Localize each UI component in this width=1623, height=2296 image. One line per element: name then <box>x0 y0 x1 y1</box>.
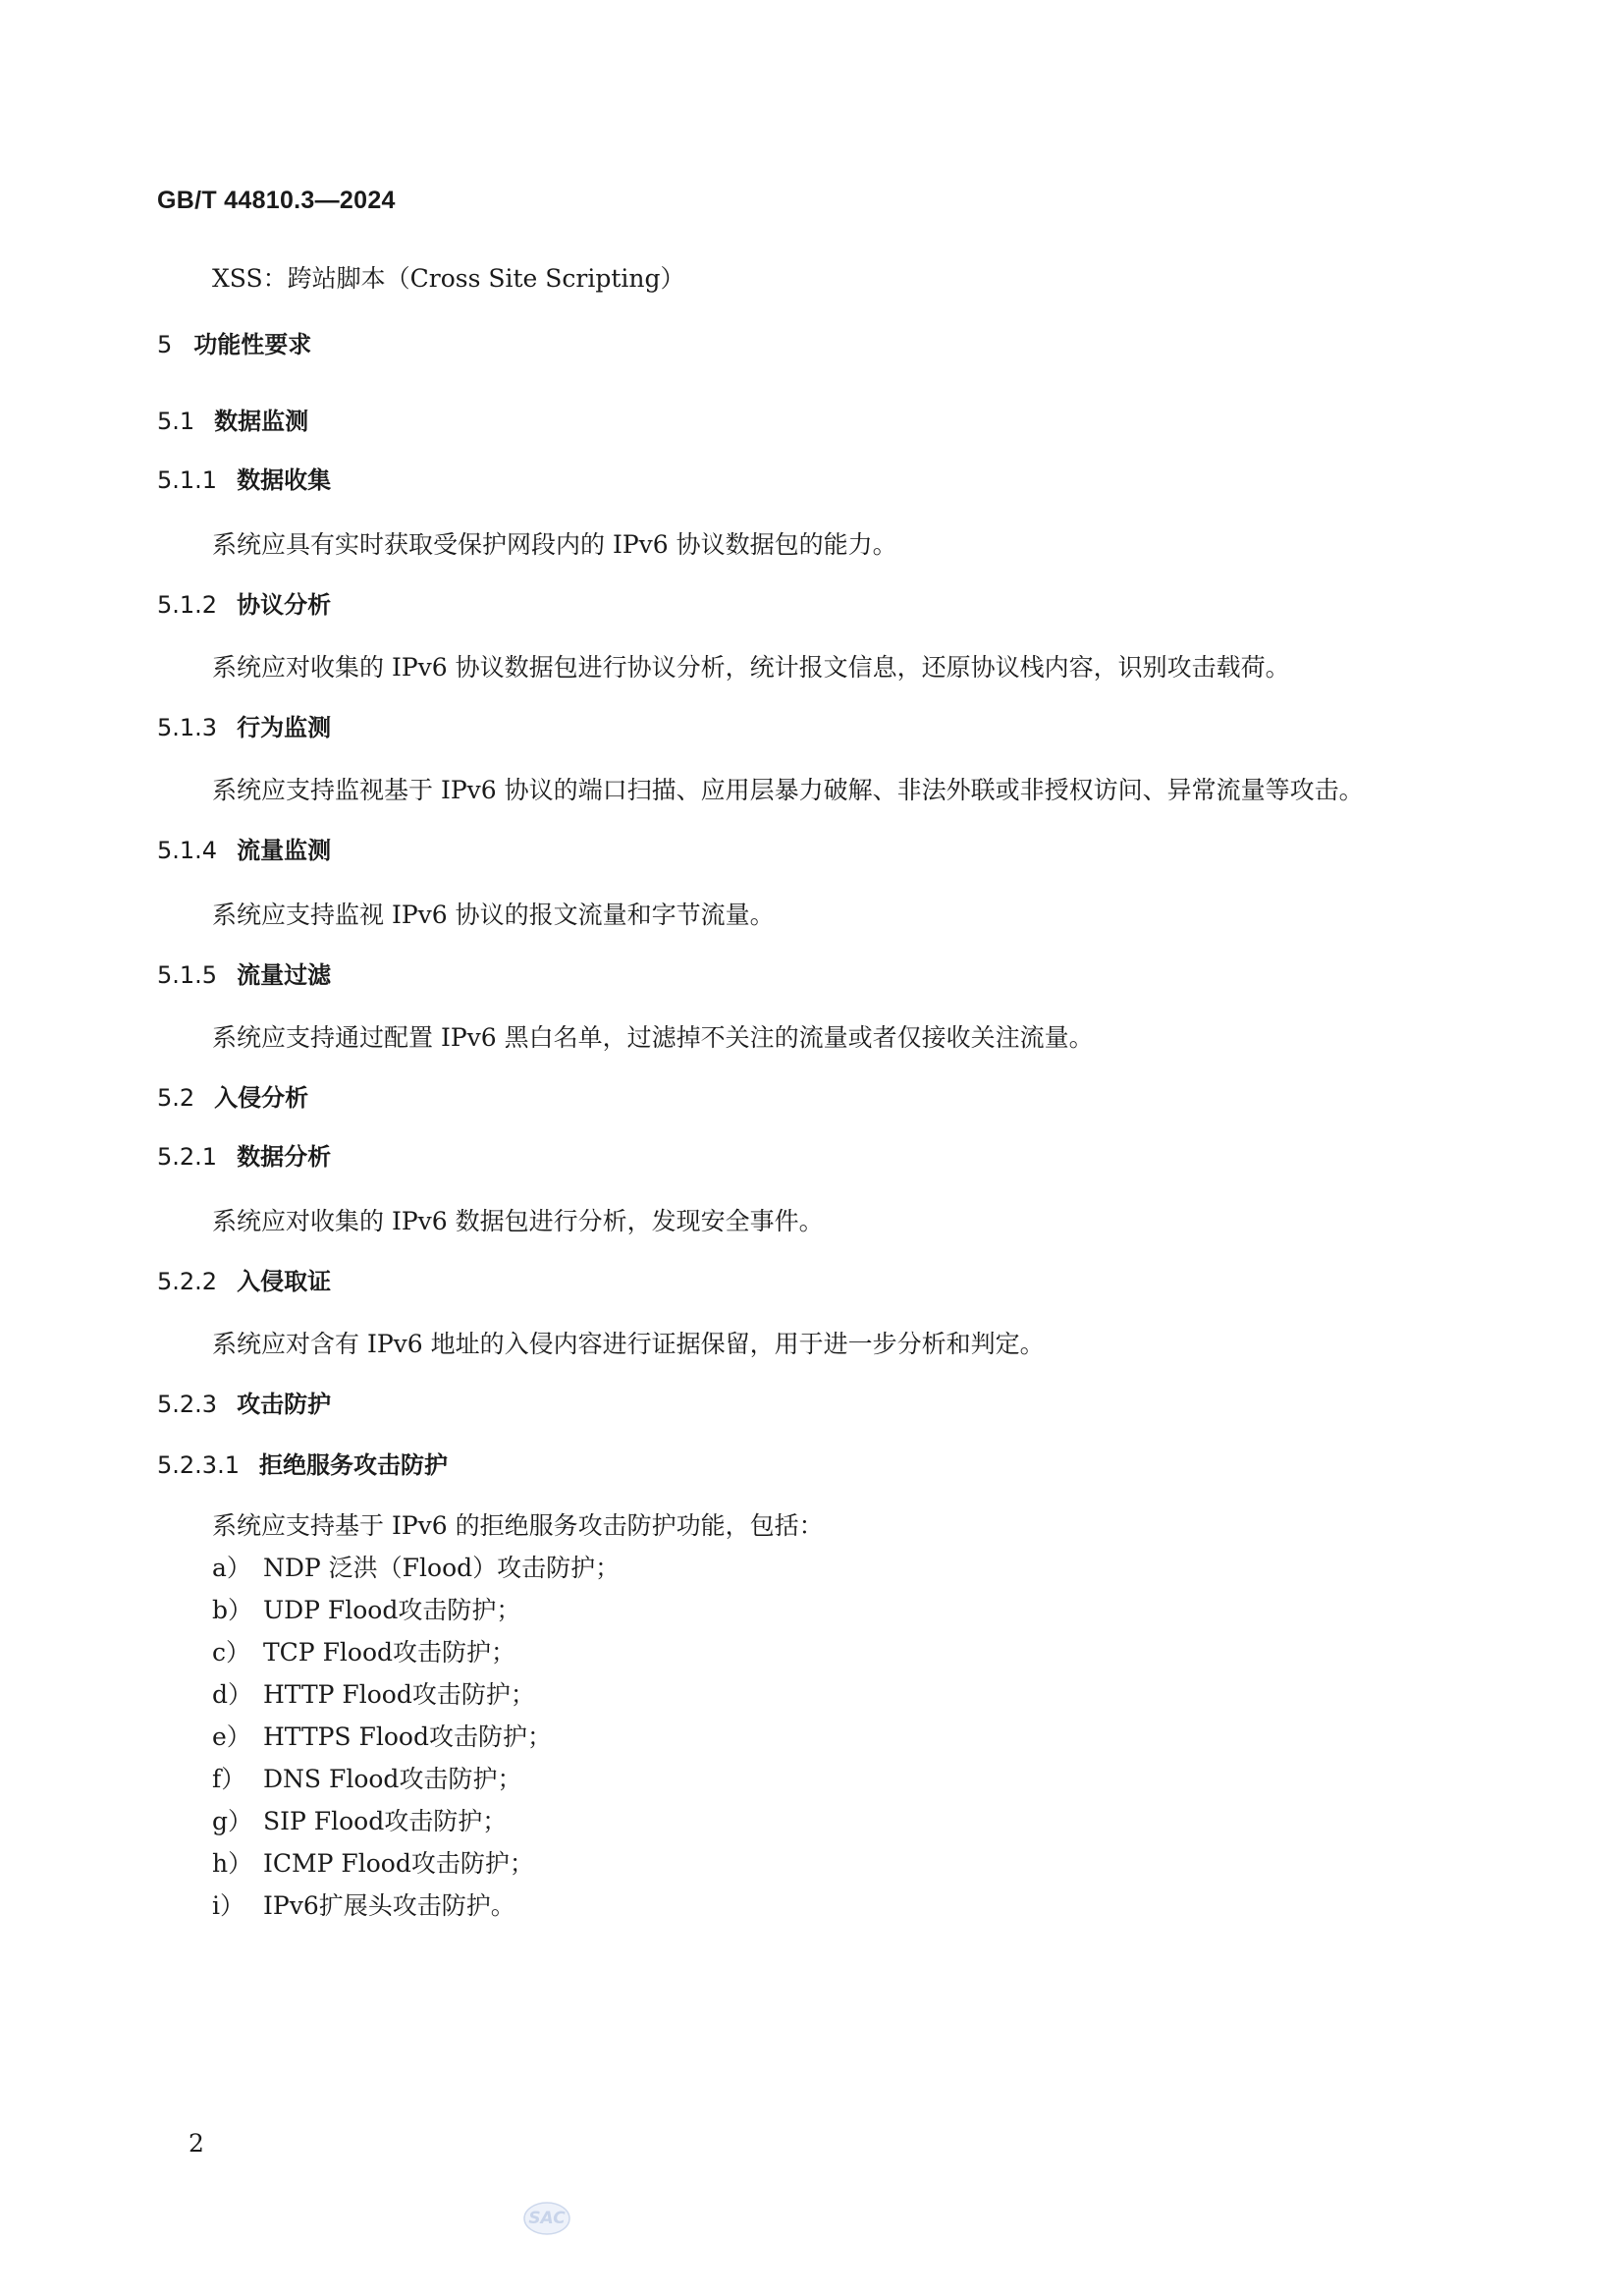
list-item <box>157 1758 1473 1800</box>
list-item-marker: g） <box>212 1807 253 1835</box>
list-item-text: IPv6扩展头攻击防护。 <box>263 1891 515 1920</box>
paragraph: XSS：跨站脚本（Cross Site Scripting） <box>212 264 685 293</box>
section-heading <box>157 402 1473 441</box>
dos-protection-list <box>157 1547 1473 1927</box>
page-number: 2 <box>189 2129 204 2158</box>
section-title: 入侵分析 <box>214 1084 309 1112</box>
list-item <box>157 1547 1473 1589</box>
section-number: 5.2.2 <box>157 1268 218 1295</box>
section-number: 5.1.1 <box>157 466 218 494</box>
section-number: 5.1.4 <box>157 837 218 864</box>
section-title: 功能性要求 <box>193 331 312 358</box>
section-number: 5.1.2 <box>157 591 218 619</box>
list-item-text: SIP Flood攻击防护； <box>263 1807 508 1835</box>
list-item-text: DNS Flood攻击防护； <box>263 1765 522 1793</box>
section-number: 5.1.5 <box>157 961 218 989</box>
section-title: 攻击防护 <box>237 1391 332 1418</box>
list-item <box>157 1800 1473 1842</box>
list-item-marker: i） <box>212 1891 244 1920</box>
section-number: 5.2.1 <box>157 1143 218 1171</box>
paragraph: 系统应对收集的 IPv6 协议数据包进行协议分析，统计报文信息，还原协议栈内容，识别攻击载荷。 <box>212 653 1290 682</box>
section-title: 数据分析 <box>237 1143 332 1171</box>
section-title: 数据监测 <box>214 408 309 435</box>
section-heading <box>157 461 1473 500</box>
section-heading <box>157 1137 1473 1176</box>
paragraph: 系统应对含有 IPv6 地址的入侵内容进行证据保留，用于进一步分析和判定。 <box>212 1330 1045 1358</box>
section-heading <box>157 831 1473 870</box>
paragraph: 系统应支持监视 IPv6 协议的报文流量和字节流量。 <box>212 901 775 929</box>
list-item-marker: a） <box>212 1554 251 1582</box>
section-title: 入侵取证 <box>237 1268 332 1295</box>
section-heading <box>157 1078 1473 1118</box>
paragraph: 系统应具有实时获取受保护网段内的 IPv6 协议数据包的能力。 <box>212 530 897 559</box>
list-item <box>157 1842 1473 1885</box>
list-item-marker: d） <box>212 1680 253 1709</box>
list-item-marker: h） <box>212 1849 253 1878</box>
section-heading <box>157 1262 1473 1301</box>
list-item <box>157 1589 1473 1631</box>
list-item-marker: f） <box>212 1765 246 1793</box>
list-item-marker: e） <box>212 1722 251 1751</box>
list-item-text: NDP 泛洪（Flood）攻击防护； <box>263 1554 621 1582</box>
sac-logo-text: SAC <box>528 2209 566 2228</box>
section-title: 数据收集 <box>237 466 332 494</box>
paragraph: 系统应支持监视基于 IPv6 协议的端口扫描、应用层暴力破解、非法外联或非授权访问、异常流量等攻击。 <box>212 776 1364 804</box>
list-item-text: HTTP Flood攻击防护； <box>263 1680 535 1709</box>
section-heading <box>157 1446 1473 1485</box>
section-title: 流量监测 <box>237 837 332 864</box>
document-body <box>157 257 1473 1927</box>
list-item-text: ICMP Flood攻击防护； <box>263 1849 534 1878</box>
list-item-text: HTTPS Flood攻击防护； <box>263 1722 552 1751</box>
section-heading <box>157 325 1473 364</box>
section-title: 协议分析 <box>237 591 332 619</box>
section-number: 5.2.3 <box>157 1391 218 1418</box>
section-title: 流量过滤 <box>237 961 332 989</box>
paragraph: 系统应支持通过配置 IPv6 黑白名单，过滤掉不关注的流量或者仅接收关注流量。 <box>212 1023 1094 1052</box>
section-title: 拒绝服务攻击防护 <box>258 1451 448 1479</box>
list-item <box>157 1673 1473 1716</box>
sac-logo-watermark <box>522 2200 571 2237</box>
section-number: 5.1.3 <box>157 714 218 741</box>
list-item <box>157 1885 1473 1927</box>
section-heading <box>157 585 1473 625</box>
list-item-text: TCP Flood攻击防护； <box>263 1638 516 1667</box>
list-item <box>157 1631 1473 1673</box>
document-id: GB/T 44810.3—2024 <box>157 187 396 214</box>
section-title: 行为监测 <box>237 714 332 741</box>
list-item <box>157 1716 1473 1758</box>
section-heading <box>157 956 1473 995</box>
section-heading <box>157 1385 1473 1424</box>
list-item-marker: c） <box>212 1638 251 1667</box>
list-item-text: UDP Flood攻击防护； <box>263 1596 521 1624</box>
section-number: 5.2.3.1 <box>157 1451 240 1479</box>
section-number: 5.2 <box>157 1084 195 1112</box>
section-heading <box>157 708 1473 747</box>
section-number: 5 <box>157 331 173 358</box>
list-item-marker: b） <box>212 1596 253 1624</box>
paragraph: 系统应对收集的 IPv6 数据包进行分析，发现安全事件。 <box>212 1207 824 1235</box>
section-number: 5.1 <box>157 408 195 435</box>
paragraph: 系统应支持基于 IPv6 的拒绝服务攻击防护功能，包括： <box>212 1511 824 1540</box>
